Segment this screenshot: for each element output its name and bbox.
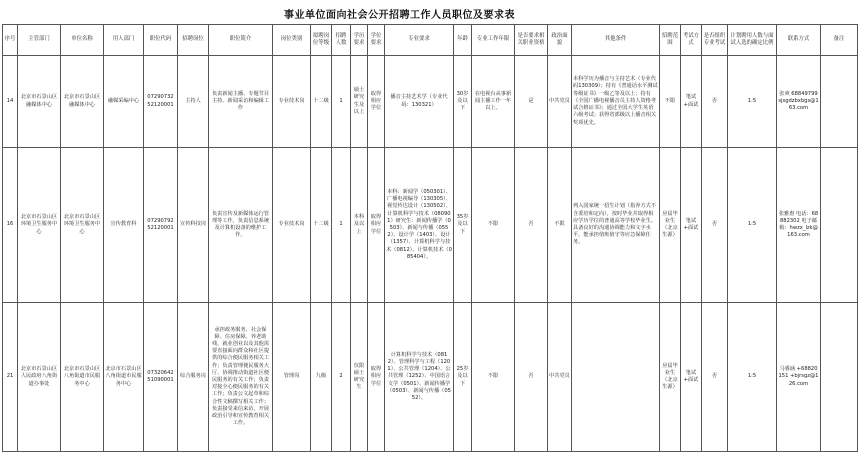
table-cell: 笔试+面试: [681, 303, 702, 452]
table-cell: 1:5: [728, 303, 777, 452]
table-cell: 07290732 52120001: [144, 56, 178, 148]
table-cell: 宣传科技岗: [178, 148, 209, 303]
table-cell: 1: [332, 148, 351, 303]
header-cell: 年龄: [454, 25, 472, 56]
table-cell: 不限: [548, 148, 572, 303]
table-cell: 不限: [660, 56, 681, 148]
table-cell: 负责宣传及新媒体运行管理等工作，负责信息系统及计算机设备的维护工作。: [209, 148, 273, 303]
table-cell: 取得相应学位: [368, 303, 385, 452]
header-cell: 职位简介: [209, 25, 273, 56]
table-cell: 专业技术岗: [273, 148, 311, 303]
table-cell: 专业技术岗: [273, 56, 311, 148]
table-cell: 播音主持艺术学（专业代码：130321）: [385, 56, 454, 148]
table-cell: 承担政务服务、社会保障、住房保障、养老助残、就业创业以及其他需要直接面向群众和社区提供的综合便民服务相关工作；负责管理便民服务大厅、协调推动街道社区便民服务的有关工作；负责对接全心便民服务的有关工作；负责公文起草和综合性文稿撰写相关工作；负责接受来信来访，开展政治引导和宣传教育相关工作。: [209, 303, 273, 452]
header-cell: 招聘范围: [660, 25, 681, 56]
table-cell: 14: [3, 56, 18, 148]
table-cell: 否: [702, 148, 728, 303]
document-title: 事业单位面向社会公开招聘工作人员职位及要求表: [284, 10, 515, 21]
table-cell: 中共党员: [548, 303, 572, 452]
table-cell: 计算机科学与技术（0812）、管理科学与工程（1201）、公共管理（1204）、公共管理（1252）、中国语言文学（0501）、新闻传播学（0503）、新闻与传播（0552）。: [385, 303, 454, 452]
table-cell: 1:5: [728, 56, 777, 148]
header-cell: 是否组织专业考试: [702, 25, 728, 56]
table-cell: 北京市石景山区人民政府八角街道办事处: [18, 303, 61, 452]
table-row: [3, 303, 858, 452]
header-cell: 备注: [821, 25, 858, 56]
table-cell: 1: [332, 56, 351, 148]
table-cell: 否: [702, 56, 728, 148]
table-cell: 本科及以上: [351, 148, 368, 303]
table-cell: 07290792 52120001: [144, 148, 178, 303]
table-cell: 仅限硕士研究生: [351, 303, 368, 452]
header-cell: 联系方式: [777, 25, 821, 56]
table-cell: 马睿涵 +68820151 +bjrsgz@126.com: [777, 303, 821, 452]
header-cell: 主管部门: [18, 25, 61, 56]
header-cell: 招聘人数: [332, 25, 351, 56]
header-cell: 序号: [3, 25, 18, 56]
table-cell: 07320642 51090001: [144, 303, 178, 452]
table-cell: 北京市石景山区融媒体中心: [61, 56, 104, 148]
table-cell: 取得相应学位: [368, 56, 385, 148]
header-cell: 考试方式: [681, 25, 702, 56]
header-cell: 招聘岗位: [178, 25, 209, 56]
table-cell: 主持人: [178, 56, 209, 148]
table-cell: 北京市石景山区环境卫生服务中心: [61, 148, 104, 303]
table-cell: [821, 148, 858, 303]
table-cell: 本科学历为播音与主持艺术（专业代码130309）；持有《普通话水平测试等级证书》一级乙等及以上；持有《全国广播电视播音员主持人资格考试合格证书》；通过全国大学生英语六级考试；获得省部级以上播音相关奖项优先。: [572, 56, 660, 148]
table-cell: 笔试+面试: [681, 56, 702, 148]
table-cell: 十二级: [311, 56, 332, 148]
table-cell: 综合服务岗: [178, 303, 209, 452]
table-cell: 管理岗: [273, 303, 311, 452]
header-cell: 用人部门: [104, 25, 144, 56]
header-row: [3, 25, 858, 56]
table-cell: 硕士研究生及以上: [351, 56, 368, 148]
table-cell: 中共党员: [548, 56, 572, 148]
table-cell: 不限: [472, 148, 515, 303]
table-cell: 列入国家统一招生计划（指养方式不含委培和定向），按时毕业并取得相应学历学位的普通高等学校毕业生。具备良好的沟通协调能力和文字水平。能承担值班值守等应急保障任务。: [572, 148, 660, 303]
header-cell: 岗位类别: [273, 25, 311, 56]
table-cell: [821, 303, 858, 452]
table-cell: 张雅惠 电话：68882302 电子邮箱：hwzx_lzk@163.com: [777, 148, 821, 303]
table-cell: 否: [515, 148, 548, 303]
positions-table: [2, 24, 858, 452]
table-cell: 本科：新闻学（050301）、广播电视编导（130305）、视觉传达设计（130502）、计算机科学与技术（080901）研究生：新闻传播学（0503）、新闻与传播（0552）、设计学（1403）、设计（1357）、计算机科学与技术（0812）、计算机技术（085404）。: [385, 148, 454, 303]
table-cell: 35岁及以下: [454, 148, 472, 303]
header-cell: 单位名称: [61, 25, 104, 56]
header-cell: 学位要求: [368, 25, 385, 56]
table-cell: 取得相应学位: [368, 148, 385, 303]
header-cell: 政治面貌: [548, 25, 572, 56]
table-cell: 北京市石景山区八角街道市民服务中心: [61, 303, 104, 452]
table-cell: [821, 56, 858, 148]
table-cell: 是: [515, 56, 548, 148]
header-cell: 拟聘岗位等级: [311, 25, 332, 56]
table-cell: 负责新闻主播、专题节目主持、新闻采访和编辑工作: [209, 56, 273, 148]
table-cell: 25岁及以下: [454, 303, 472, 452]
table-cell: 否: [702, 303, 728, 452]
table-row: [3, 56, 858, 148]
table-cell: 1:5: [728, 148, 777, 303]
table-cell: 九级: [311, 303, 332, 452]
table-cell: 不限: [472, 303, 515, 452]
table-cell: 在电视台从事新闻主播工作一年以上。: [472, 56, 515, 148]
table-cell: 十二级: [311, 148, 332, 303]
table-row: [3, 148, 858, 303]
header-cell: 其他条件: [572, 25, 660, 56]
table-cell: 宣传教育科: [104, 148, 144, 303]
header-cell: 是否要求相关职业资格: [515, 25, 548, 56]
table-cell: 笔试+面试: [681, 148, 702, 303]
header-cell: 学历要求: [351, 25, 368, 56]
header-cell: 专业要求: [385, 25, 454, 56]
table-cell: 否: [515, 303, 548, 452]
table-cell: 应届毕业生（北京生源）: [660, 303, 681, 452]
table-cell: 21: [3, 303, 18, 452]
table-cell: 应届毕业生（北京生源）: [660, 148, 681, 303]
table-cell: [572, 303, 660, 452]
table-cell: 2: [332, 303, 351, 452]
header-cell: 职位代码: [144, 25, 178, 56]
header-cell: 计划聘用人数与面试人选的确定比例: [728, 25, 777, 56]
table-cell: 北京市石景山区环境卫生服务中心: [18, 148, 61, 303]
table-cell: 张爽 68849799 sjsgdzbxbgs@163.com: [777, 56, 821, 148]
table-cell: 北京市石景山区八角街道市民服务中心: [104, 303, 144, 452]
table-cell: 融媒采编中心: [104, 56, 144, 148]
table-cell: 16: [3, 148, 18, 303]
header-cell: 专业工作年限: [472, 25, 515, 56]
table-cell: 北京市石景山区融媒体中心: [18, 56, 61, 148]
table-cell: 30岁及以下: [454, 56, 472, 148]
